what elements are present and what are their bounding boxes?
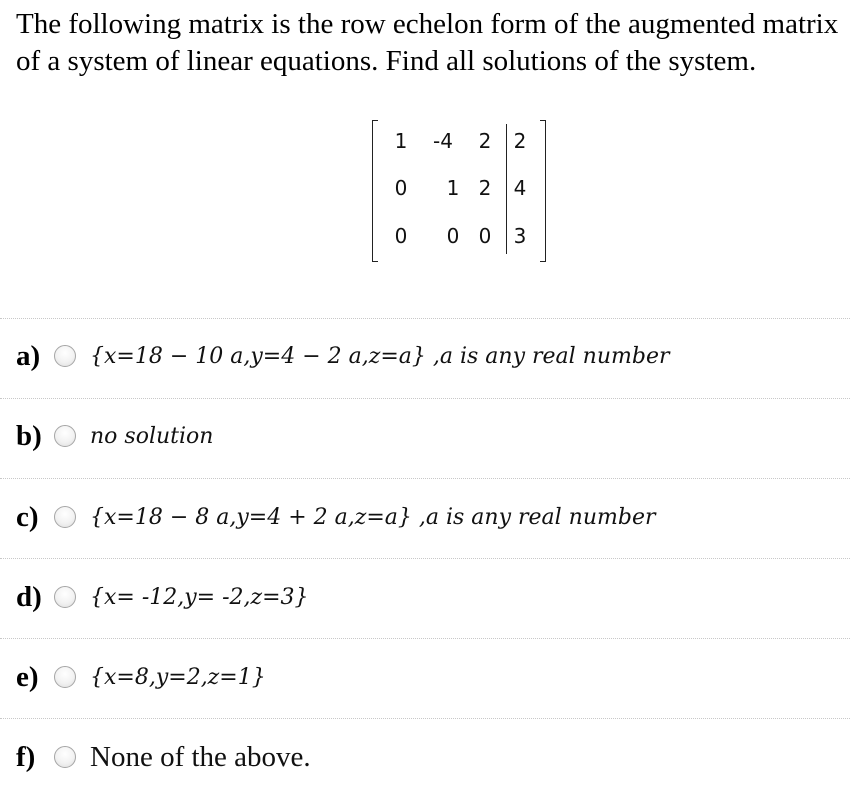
option-letter: d) — [16, 580, 42, 613]
option-separator — [0, 558, 850, 559]
augmented-matrix — [372, 120, 546, 260]
option-letter: b) — [16, 419, 42, 452]
option-separator — [0, 398, 850, 399]
option-a[interactable] — [16, 336, 670, 376]
option-separator — [0, 638, 850, 639]
radio-button-d[interactable] — [54, 586, 76, 608]
matrix-cell: 3 — [513, 224, 527, 248]
option-text: {x= -12,y= -2,z=3} — [90, 584, 309, 610]
matrix-cell: 1 — [394, 129, 408, 153]
radio-button-f[interactable] — [54, 746, 76, 768]
option-separator — [0, 718, 850, 719]
option-letter: f) — [16, 740, 36, 773]
option-f[interactable] — [16, 737, 311, 777]
radio-button-e[interactable] — [54, 666, 76, 688]
option-letter: c) — [16, 500, 39, 533]
option-separator — [0, 478, 850, 479]
matrix-cell: 0 — [478, 224, 492, 248]
option-d[interactable] — [16, 577, 309, 617]
matrix-cell: 2 — [478, 129, 492, 153]
radio-button-c[interactable] — [54, 506, 76, 528]
option-letter: a) — [16, 339, 41, 372]
option-e[interactable] — [16, 657, 266, 697]
matrix-cell: -4 — [433, 129, 453, 153]
matrix-cell: 2 — [478, 176, 492, 200]
question-text: The following matrix is the row echelon form of the augmented matrix of a system of linear equations. Find all solutions of the system. — [16, 8, 839, 77]
matrix-cell: 0 — [394, 224, 408, 248]
option-separator — [0, 318, 850, 319]
option-text: {x=8,y=2,z=1} — [90, 664, 266, 690]
option-text: {x=18 − 8 a,y=4 + 2 a,z=a} ,a is any real number — [90, 504, 656, 530]
matrix-cell: 1 — [446, 176, 460, 200]
radio-button-a[interactable] — [54, 345, 76, 367]
matrix-cell: 2 — [513, 129, 527, 153]
option-letter: e) — [16, 660, 39, 693]
matrix-right-bracket — [540, 120, 546, 262]
option-c[interactable] — [16, 497, 656, 537]
matrix-cell: 0 — [394, 176, 408, 200]
radio-button-b[interactable] — [54, 425, 76, 447]
option-text: None of the above. — [90, 740, 311, 773]
option-b[interactable] — [16, 416, 213, 456]
option-text: no solution — [90, 423, 214, 449]
option-text: {x=18 − 10 a,y=4 − 2 a,z=a} ,a is any real number — [90, 343, 670, 369]
matrix-cell: 4 — [513, 176, 527, 200]
matrix-cell: 0 — [446, 224, 460, 248]
matrix-left-bracket — [372, 120, 378, 262]
